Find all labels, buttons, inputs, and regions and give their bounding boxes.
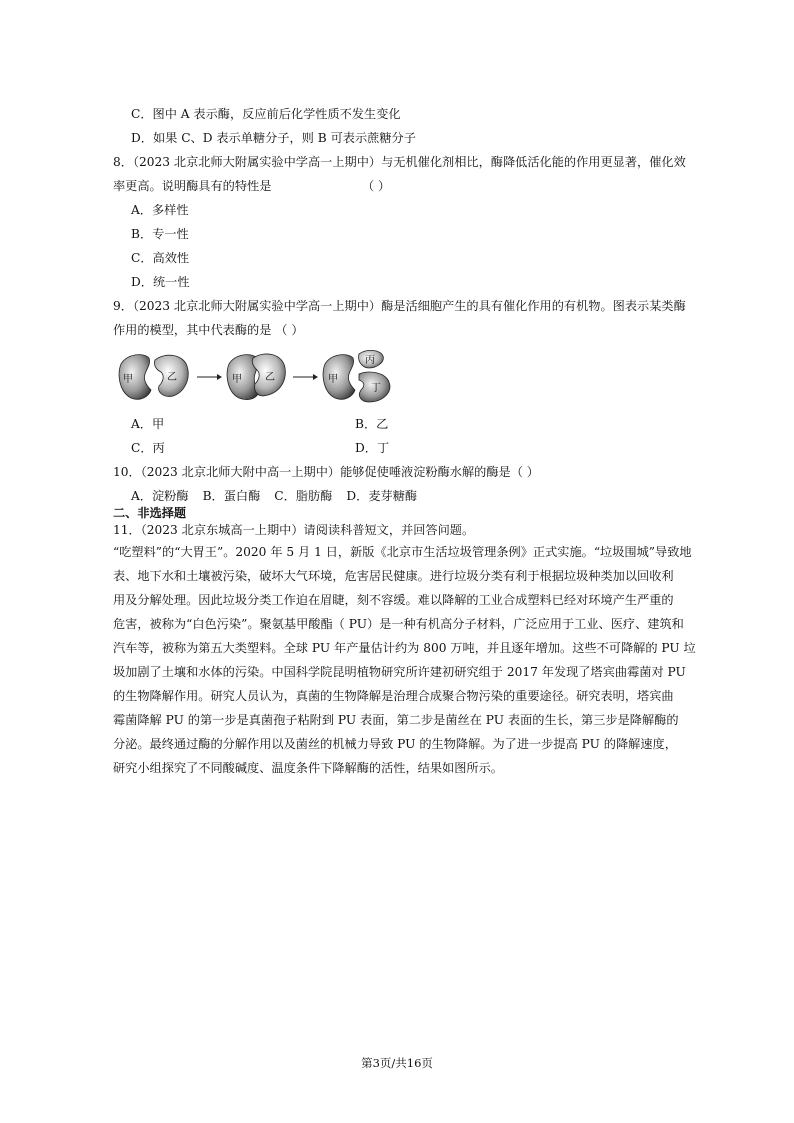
q11-passage-line: 危害，被称为“白色污染”。聚氨基甲酸酯（ PU）是一种有机高分子材料，广泛应用于工业、医疗、建筑和: [113, 617, 684, 631]
enzyme-model-diagram: [113, 346, 413, 408]
q9-option-a: A．甲: [131, 417, 165, 431]
label-yi-1: 乙: [167, 372, 177, 383]
q10-option-a: A．淀粉酶: [131, 489, 189, 503]
q8-option-a: A．多样性: [131, 203, 189, 217]
q8-option-c: C．高效性: [131, 251, 190, 265]
q11-passage-line: 的生物降解作用。研究人员认为，真菌的生物降解是治理合成聚合物污染的重要途径。研究表明，塔宾曲: [113, 689, 674, 703]
q10-stem: 10．（2023 北京北师大附中高一上期中）能够促使唾液淀粉酶水解的酶是（ ）: [113, 465, 539, 479]
label-ding: 丁: [371, 383, 381, 394]
q10-option-c: C．脂肪酶: [274, 489, 333, 503]
q9-option-b: B．乙: [355, 417, 389, 431]
arrow-2: [293, 374, 318, 380]
q11-stem: 11．（2023 北京东城高一上期中）请阅读科普短文，并回答问题。: [113, 523, 475, 537]
q8-option-b: B．专一性: [131, 227, 189, 241]
q8-answer-blank: （ ）: [362, 179, 391, 193]
q10-option-d: D．麦芽糖酶: [346, 489, 418, 503]
label-bing: 丙: [365, 355, 375, 366]
label-jia-1: 甲: [123, 374, 133, 385]
q8-stem-line1: 8．（2023 北京北师大附属实验中学高一上期中）与无机催化剂相比，酶降低活化能的作用更显著，催化效: [113, 155, 686, 169]
q11-passage-line: 表、地下水和土壤被污染，破坏大气环境，危害居民健康。进行垃圾分类有利于根据垃圾种类加以回收利: [113, 569, 674, 583]
q7-option-c: C．图中 A 表示酶，反应前后化学性质不发生变化: [131, 107, 401, 121]
q11-passage-line: 霉菌降解 PU 的第一步是真菌孢子粘附到 PU 表面，第二步是菌丝在 PU 表面的生长，第三步是降解酶的: [113, 713, 679, 727]
q9-stem-line2: 作用的模型，其中代表酶的是 （ ）: [113, 323, 304, 337]
label-jia-3: 甲: [328, 374, 338, 385]
q11-passage-line: 圾加剧了土壤和水体的污染。中国科学院昆明植物研究所许建初研究组于 2017 年发现了塔宾曲霉菌对 PU: [113, 665, 686, 679]
arrow-1: [197, 374, 222, 380]
q9-stem-line1: 9．（2023 北京北师大附属实验中学高一上期中）酶是活细胞产生的具有催化作用的有机物。图表示某类酶: [113, 299, 686, 313]
q11-passage-line: 汽车等，被称为第五大类塑料。全球 PU 年产量估计约为 800 万吨，并且逐年增加。这些不可降解的 PU 垃: [113, 641, 696, 655]
q9-option-c: C．丙: [131, 441, 165, 455]
q10-option-b: B．蛋白酶: [202, 489, 261, 503]
q11-passage-line: “吃塑料”的“大胃王”。2020 年 5 月 1 日，新版《北京市生活垃圾管理条例》正式实施。“垃圾围城”导致地: [113, 545, 692, 559]
q11-passage-line: 分泌。最终通过酶的分解作用以及菌丝的机械力导致 PU 的生物降解。为了进一步提高 PU 的降解速度，: [113, 737, 677, 751]
q11-passage-line: 用及分解处理。因此垃圾分类工作迫在眉睫，刻不容缓。难以降解的工业合成塑料已经对环境产生严重的: [113, 593, 674, 607]
q8-stem-text: 率更高。说明酶具有的特性是: [113, 179, 272, 193]
q11-passage-line: 研究小组探究了不同酸碱度、温度条件下降解酶的活性，结果如图所示。: [113, 761, 503, 775]
q10-options: [131, 488, 431, 504]
q8-option-d: D．统一性: [131, 275, 190, 289]
q9-option-d: D．丁: [355, 441, 390, 455]
section-heading-non-choice: 二、非选择题: [113, 506, 187, 520]
label-jia-2: 甲: [232, 374, 242, 385]
q7-option-d: D．如果 C、D 表示单糖分子，则 B 可表示蔗糖分子: [131, 131, 416, 145]
label-yi-2: 乙: [265, 372, 275, 383]
q8-stem-line2: [113, 178, 271, 194]
page-number-footer: 第3页/共16页: [361, 1056, 433, 1070]
